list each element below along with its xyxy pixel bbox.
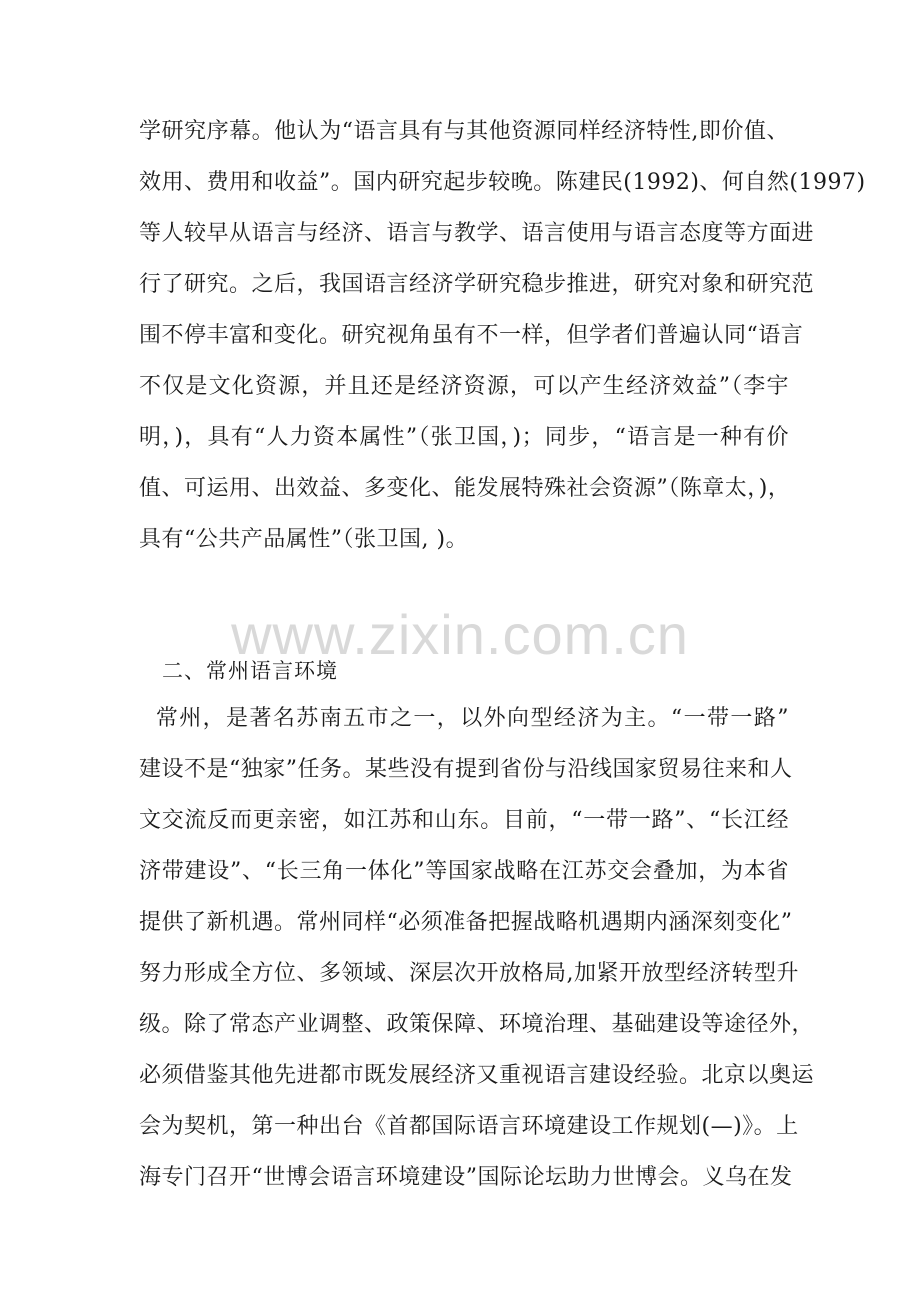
paragraph-line: 建设不是“独家”任务。某些没有提到省份与沿线国家贸易往来和人 [139, 757, 793, 782]
paragraph-line: 常州，是著名苏南五市之一，以外向型经济为主。“一带一路” [139, 706, 789, 731]
paragraph-line: 文交流反而更亲密，如江苏和山东。目前，“一带一路”、“长江经 [139, 808, 789, 833]
paragraph-line: 海专门召开“世博会语言环境建设”国际论坛助力世博会。义乌在发 [139, 1165, 793, 1190]
section-heading: 二、常州语言环境 [162, 659, 338, 683]
paragraph-line: 学研究序幕。他认为“语言具有与其他资源同样经济特性,即价值、 [139, 119, 789, 144]
paragraph-line: 值、可运用、出效益、多变化、能发展特殊社会资源”（陈章太，)， [139, 476, 791, 501]
paragraph-line: 必须借鉴其他先进都市既发展经济又重视语言建设经验。北京以奥运 [139, 1063, 815, 1088]
paragraph-line: 级。除了常态产业调整、政策保障、环境治理、基础建设等途径外， [139, 1012, 815, 1037]
paragraph-line: 等人较早从语言与经济、语言与教学、语言使用与语言态度等方面进 [139, 221, 815, 246]
paragraph-line: 会为契机，第一种出台《首都国际语言环境建设工作规划(—)》。上 [139, 1114, 799, 1139]
paragraph-line: 明，)，具有“人力资本属性”（张卫国，)；同步，“语言是一种有价 [139, 425, 789, 450]
paragraph-line: 努力形成全方位、多领域、深层次开放格局,加紧开放型经济转型升 [139, 961, 799, 986]
paragraph-line: 提供了新机遇。常州同样“必须准备把握战略机遇期内涵深刻变化” [139, 910, 793, 935]
paragraph-line: 效用、费用和收益”。国内研究起步较晚。陈建民(1992)、何自然(1997) [139, 170, 866, 195]
paragraph-line: 不仅是文化资源，并且还是经济资源，可以产生经济效益”（李宇 [139, 374, 789, 399]
paragraph-line: 围不停丰富和变化。研究视角虽有不一样，但学者们普遍认同“语言 [139, 323, 804, 348]
paragraph-line: 具有“公共产品属性”（张卫国, )。 [139, 527, 469, 552]
watermark-text: www.zixin.com.cn [231, 603, 689, 666]
paragraph-line: 济带建设”、“长三角一体化”等国家战略在江苏交会叠加，为本省 [139, 859, 789, 884]
paragraph-line: 行了研究。之后，我国语言经济学研究稳步推进，研究对象和研究范 [139, 272, 815, 297]
